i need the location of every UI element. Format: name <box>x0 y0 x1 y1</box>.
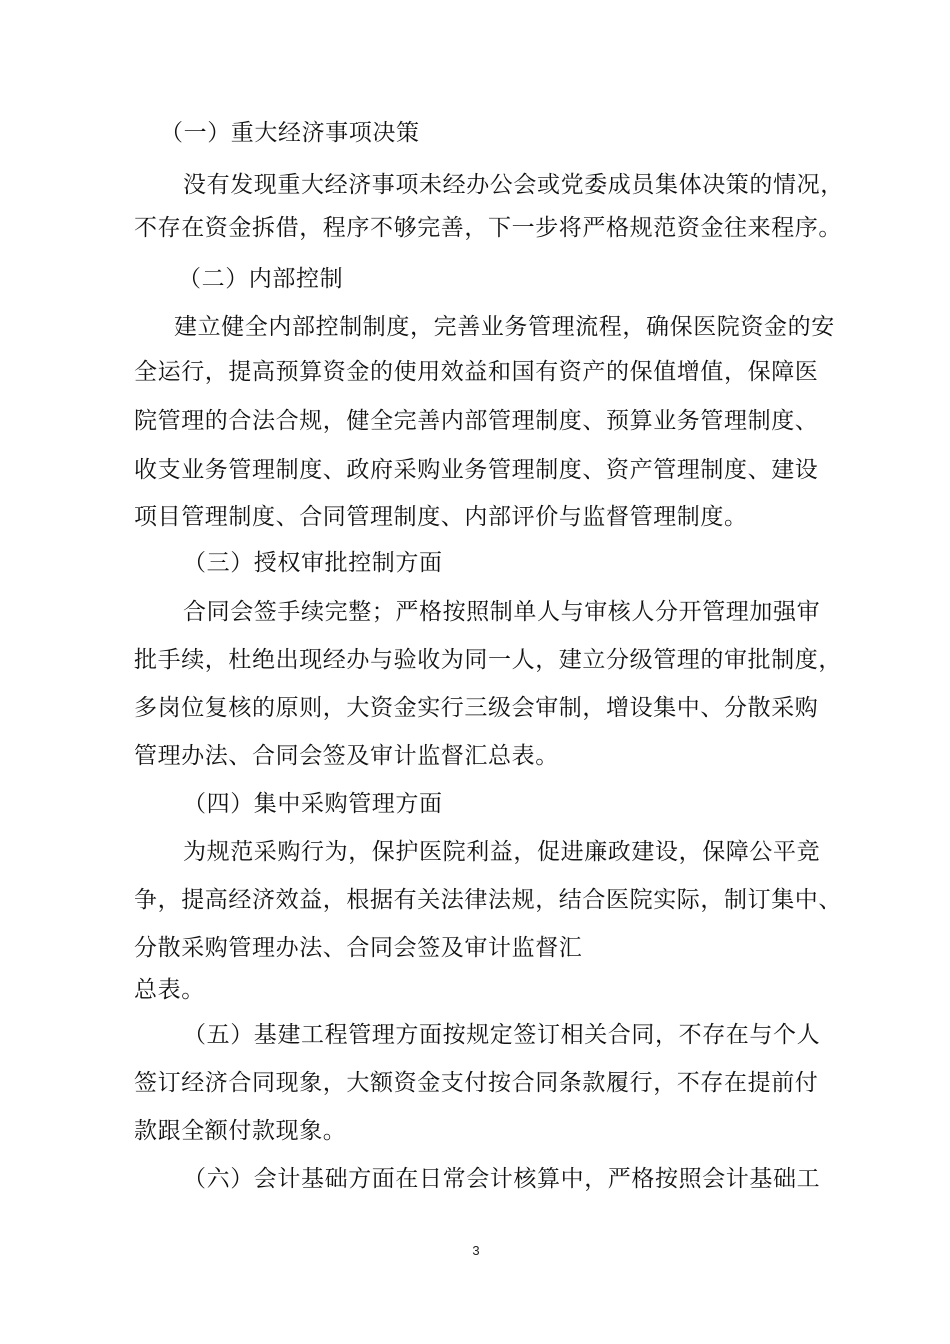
paragraph-line: 争，提高经济效益，根据有关法律法规，结合医院实际，制订集中、 <box>134 887 842 913</box>
heading-centralized-procurement: （四）集中采购管理方面 <box>183 791 443 817</box>
paragraph-line: 款跟全额付款现象。 <box>134 1118 347 1144</box>
paragraph-line: 不存在资金拆借，程序不够完善，下一步将严格规范资金往来程序。 <box>134 215 842 241</box>
paragraph-line: 管理办法、合同会签及审计监督汇总表。 <box>134 743 559 769</box>
paragraph-line: 多岗位复核的原则，大资金实行三级会审制，增设集中、分散采购 <box>134 695 819 721</box>
heading-internal-control: （二）内部控制 <box>178 266 344 292</box>
paragraph-line: 总表。 <box>134 977 205 1003</box>
paragraph-capital-construction: （五）基建工程管理方面按规定签订相关合同，不存在与个人 <box>183 1022 821 1048</box>
paragraph-line: 院管理的合法合规，健全完善内部管理制度、预算业务管理制度、 <box>134 408 819 434</box>
paragraph-line: 分散采购管理办法、合同会签及审计监督汇 <box>134 935 583 961</box>
paragraph-line: 没有发现重大经济事项未经办公会或党委成员集体决策的情况， <box>183 172 844 198</box>
paragraph-line: 收支业务管理制度、政府采购业务管理制度、资产管理制度、建设 <box>134 457 819 483</box>
paragraph-line: 全运行，提高预算资金的使用效益和国有资产的保值增值，保障医 <box>134 359 819 385</box>
paragraph-line: 合同会签手续完整；严格按照制单人与审核人分开管理加强审 <box>183 599 821 625</box>
paragraph-line: 为规范采购行为，保护医院利益，促进廉政建设，保障公平竞 <box>183 839 821 865</box>
paragraph-line: 签订经济合同现象，大额资金支付按合同条款履行，不存在提前付 <box>134 1070 819 1096</box>
paragraph-accounting-basis: （六）会计基础方面在日常会计核算中，严格按照会计基础工 <box>183 1166 821 1192</box>
paragraph-line: 建立健全内部控制制度，完善业务管理流程，确保医院资金的安 <box>174 314 835 340</box>
paragraph-line: 批手续，杜绝出现经办与验收为同一人，建立分级管理的审批制度， <box>134 647 842 673</box>
heading-authorization-approval-control: （三）授权审批控制方面 <box>183 550 443 576</box>
page-number: 3 <box>472 1243 480 1258</box>
heading-major-economic-decisions: （一）重大经济事项决策 <box>160 120 420 146</box>
paragraph-line: 项目管理制度、合同管理制度、内部评价与监督管理制度。 <box>134 504 748 530</box>
